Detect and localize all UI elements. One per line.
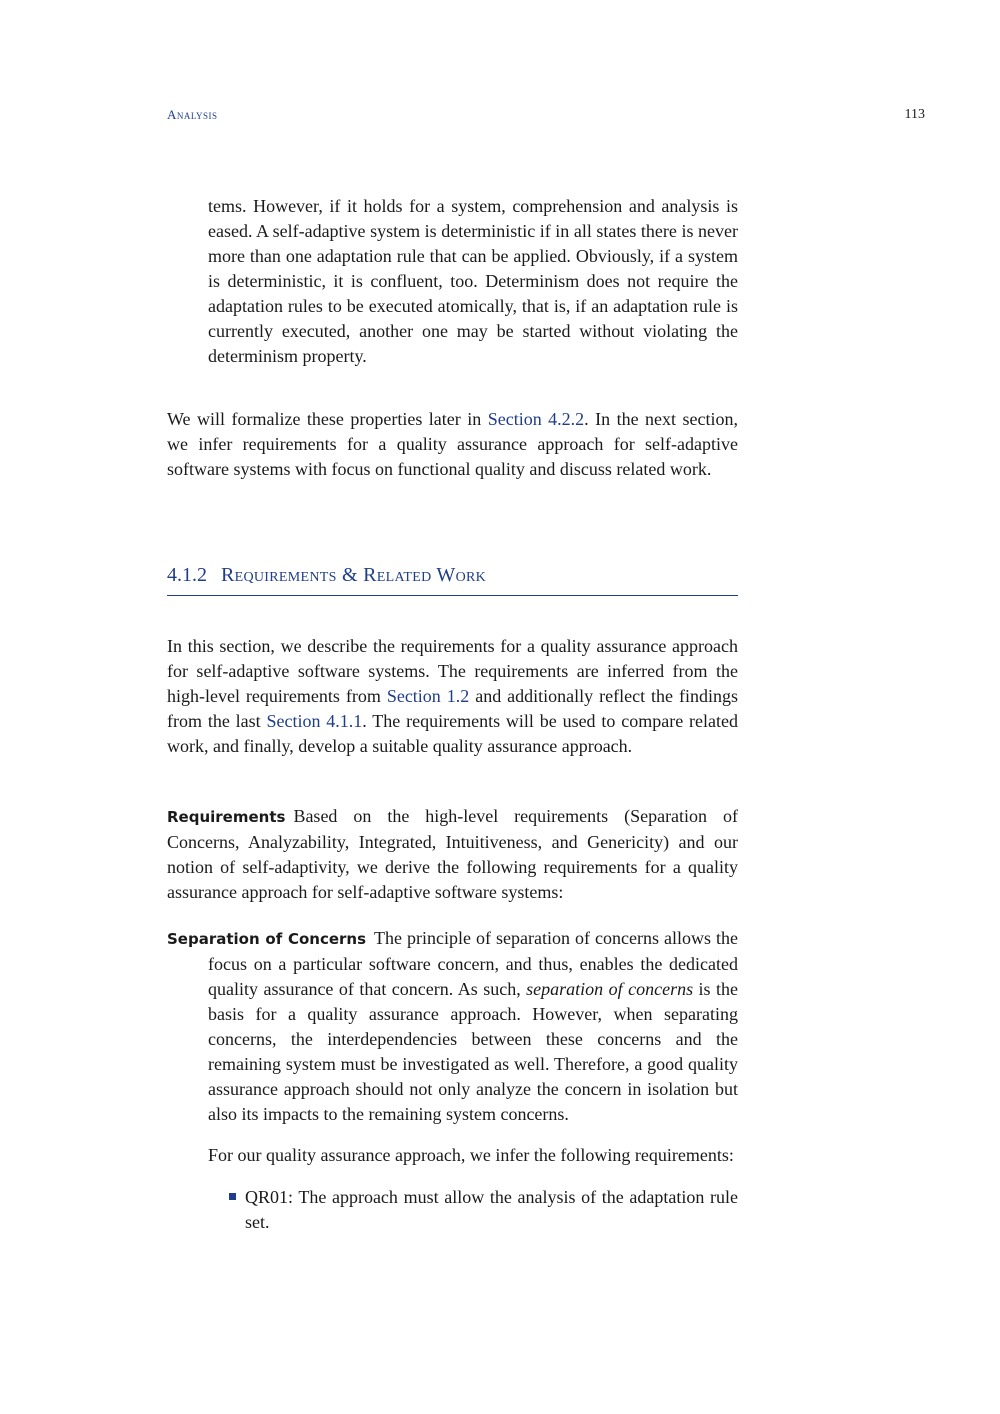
section-heading bbox=[167, 564, 738, 596]
paragraph-text: Based on the high-level requirements (Separation of Concerns, Analyzability, Integrated, Intuitiveness, and Genericity) and our notion of self-adaptivity, we derive the following requirements for a quality assurance approach for self-adaptive software systems: bbox=[167, 806, 738, 902]
entry-emphasis: separation of concerns bbox=[526, 979, 694, 999]
separation-of-concerns-entry bbox=[167, 926, 738, 1127]
list-item bbox=[229, 1185, 738, 1235]
entry-text: is the basis for a quality assurance approach. However, when separating concerns, the interdependencies between these concerns and the remaining system must be investigated as well. Therefore, a good quality assurance approach should not only analyze the concern in isolation but also its impacts to the remaining system concerns. bbox=[208, 979, 739, 1124]
section-title: Requirements & Related Work bbox=[221, 564, 487, 586]
section-number: 4.1.2 bbox=[167, 564, 207, 586]
paragraph-text: In this section, we describe the requirements for a quality assurance approach for self-adaptive software systems. The requirements are inferred from the high-level requirements from bbox=[167, 636, 738, 706]
definition-text: tems. However, if it holds for a system, comprehension and analysis is eased. A self-adaptive system is deterministic if in all states there is never more than one adaptation rule that can be applied. Obviously, if a system is deterministic, it is confluent, too. Determinism does not require the adaptation rules to be executed atomically, that is, if an adaptation rule is currently executed, another one may be started without violating the determinism property. bbox=[208, 196, 738, 366]
paragraph-text: and additionally reflect the findings from the last bbox=[167, 686, 738, 731]
paragraph-text: We will formalize these properties later in bbox=[167, 409, 488, 429]
paragraph-text: . In the next section, we infer requirements for a quality assurance approach for self-adaptive software systems with focus on functional quality and discuss related work. bbox=[167, 409, 738, 479]
paragraph-formalize bbox=[167, 407, 738, 482]
entry-text: The principle of separation of concerns allows the focus on a particular software concern, and thus, enables the dedicated quality assurance of that concern. As such, bbox=[208, 928, 738, 999]
section-link-4-2-2[interactable]: Section 4.2.2 bbox=[487, 409, 585, 429]
requirements-label: Requirements bbox=[167, 808, 286, 826]
list-item-text: QR01: The approach must allow the analysis of the adaptation rule set. bbox=[245, 1187, 738, 1232]
section-link-4-1-1[interactable]: Section 4.1.1 bbox=[266, 711, 363, 731]
indented-definition-block bbox=[208, 194, 738, 369]
paragraph-text: . The requirements will be used to compare related work, and finally, develop a suitable quality assurance approach. bbox=[167, 711, 738, 756]
paragraph-requirements bbox=[167, 804, 738, 905]
running-header-chapter: Analysis bbox=[167, 107, 218, 122]
entry-term: Separation of Concerns bbox=[167, 930, 367, 948]
paragraph-infer bbox=[208, 1143, 738, 1168]
page-number: 113 bbox=[904, 107, 925, 122]
infer-text: For our quality assurance approach, we infer the following requirements: bbox=[208, 1145, 734, 1165]
paragraph-intro bbox=[167, 634, 738, 759]
section-link-1-2[interactable]: Section 1.2 bbox=[386, 686, 470, 706]
bullet-square-icon bbox=[229, 1193, 236, 1200]
